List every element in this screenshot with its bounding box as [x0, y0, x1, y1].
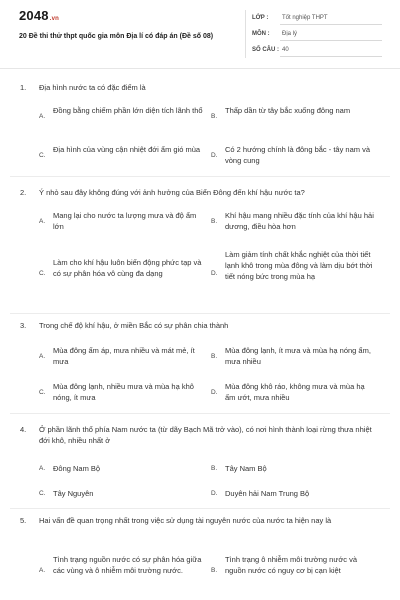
option-letter: B. [211, 218, 218, 225]
option-text: Mùa đông khô ráo, không mưa và mùa hạ ấm ướt, mưa nhiều [225, 382, 365, 402]
meta-underline [280, 56, 382, 57]
option-text: Mùa đông ấm áp, mưa nhiều và mát mẻ, ít mưa [53, 346, 195, 366]
question-number: 1. [20, 83, 27, 92]
option-text: Tây Nam Bộ [225, 464, 267, 473]
option-letter: A. [39, 218, 46, 225]
question-divider [10, 508, 390, 509]
question-text: Địa hình nước ta có đặc điểm là [39, 83, 146, 92]
option-text: Duyên hải Nam Trung Bộ [225, 489, 310, 498]
option-text: Mang lại cho nước ta lượng mưa và độ ẩm lớn [53, 211, 197, 231]
option-letter: D. [211, 152, 218, 159]
question-divider [10, 176, 390, 177]
option-text: Làm cho khí hậu luôn biến động phức tạp và có sự phân hóa vô cùng đa dạng [53, 258, 202, 278]
exam-header [0, 0, 400, 68]
option-letter: B. [211, 465, 218, 472]
option-letter: D. [211, 490, 218, 497]
option-letter: C. [39, 152, 46, 159]
meta-value: 40 [282, 47, 289, 53]
option-text: Tình trạng nguồn nước có sự phân hóa giữa các vùng và ô nhiễm môi trường nước. [53, 555, 202, 575]
question-number: 4. [20, 425, 27, 434]
option-letter: C. [39, 389, 46, 396]
logo-domain: .vn [49, 16, 60, 22]
question-number: 5. [20, 516, 27, 525]
option-text: Địa hình của vùng cận nhiệt đới ẩm gió mùa [53, 145, 201, 154]
meta-label: MÔN : [252, 31, 270, 37]
option-text: Có 2 hướng chính là đông bắc - tây nam và vòng cung [225, 145, 371, 165]
page-title: 20 Đề thi thử thpt quốc gia môn Địa lí có đáp án (Đề số 08) [19, 33, 214, 40]
question-number: 3. [20, 321, 27, 330]
site-logo[interactable] [19, 8, 59, 23]
option-letter: B. [211, 353, 218, 360]
meta-label: SỐ CÂU : [252, 47, 279, 53]
header-bottom-divider [0, 68, 400, 69]
logo-number: 2048 [19, 8, 49, 23]
option-letter: B. [211, 113, 218, 120]
meta-underline [280, 24, 382, 25]
meta-label: LỚP : [252, 15, 269, 21]
option-text: Thấp dần từ tây bắc xuống đông nam [225, 106, 351, 115]
question-text: Ý nhỏ sau đây không đúng với ảnh hưởng của Biển Đông đến khí hậu nước ta? [39, 188, 305, 197]
option-letter: D. [211, 389, 218, 396]
option-letter: D. [211, 270, 218, 277]
option-text: Mùa đông lạnh, ít mưa và mùa hạ nóng ẩm, mưa nhiều [225, 346, 371, 366]
option-letter: C. [39, 490, 46, 497]
question-text: Ở phần lãnh thổ phía Nam nước ta (từ dãy Bạch Mã trở vào), có nơi hình thành loại rừng thưa nhiệt đới khô, nhiều nhất ở [39, 425, 372, 445]
question-text: Trong chế độ khí hậu, ở miền Bắc có sự phân chia thành [39, 321, 229, 330]
option-text: Đông Nam Bộ [53, 464, 101, 473]
question-divider [10, 413, 390, 414]
option-text: Mùa đông lạnh, nhiều mưa và mùa hạ khô nóng, ít mưa [53, 382, 194, 402]
header-divider [245, 10, 246, 58]
option-letter: A. [39, 353, 46, 360]
option-letter: A. [39, 465, 46, 472]
question-text: Hai vấn đề quan trọng nhất trong việc sử dụng tài nguyên nước của nước ta hiện nay là [39, 516, 332, 525]
meta-value: Tốt nghiệp THPT [282, 15, 328, 21]
question-divider [10, 313, 390, 314]
option-letter: C. [39, 270, 46, 277]
option-letter: A. [39, 567, 46, 574]
meta-underline [280, 40, 382, 41]
question-number: 2. [20, 188, 27, 197]
option-text: Tây Nguyên [53, 489, 94, 498]
option-letter: A. [39, 113, 46, 120]
meta-value: Địa lý [282, 31, 298, 37]
option-letter: B. [211, 567, 218, 574]
option-text: Đồng bằng chiếm phần lớn diện tích lãnh thổ [53, 106, 203, 115]
option-text: Tình trạng ô nhiễm môi trường nước và nguồn nước có nguy cơ bị cạn kiệt [225, 555, 358, 575]
option-text: Khí hậu mang nhiều đặc tính của khí hậu hải dương, điều hòa hơn [225, 211, 374, 231]
option-text: Làm giảm tính chất khắc nghiệt của thời tiết lạnh khô trong mùa đông và làm dịu bớt thời tiết nóng bức trong mùa hạ [225, 250, 373, 281]
